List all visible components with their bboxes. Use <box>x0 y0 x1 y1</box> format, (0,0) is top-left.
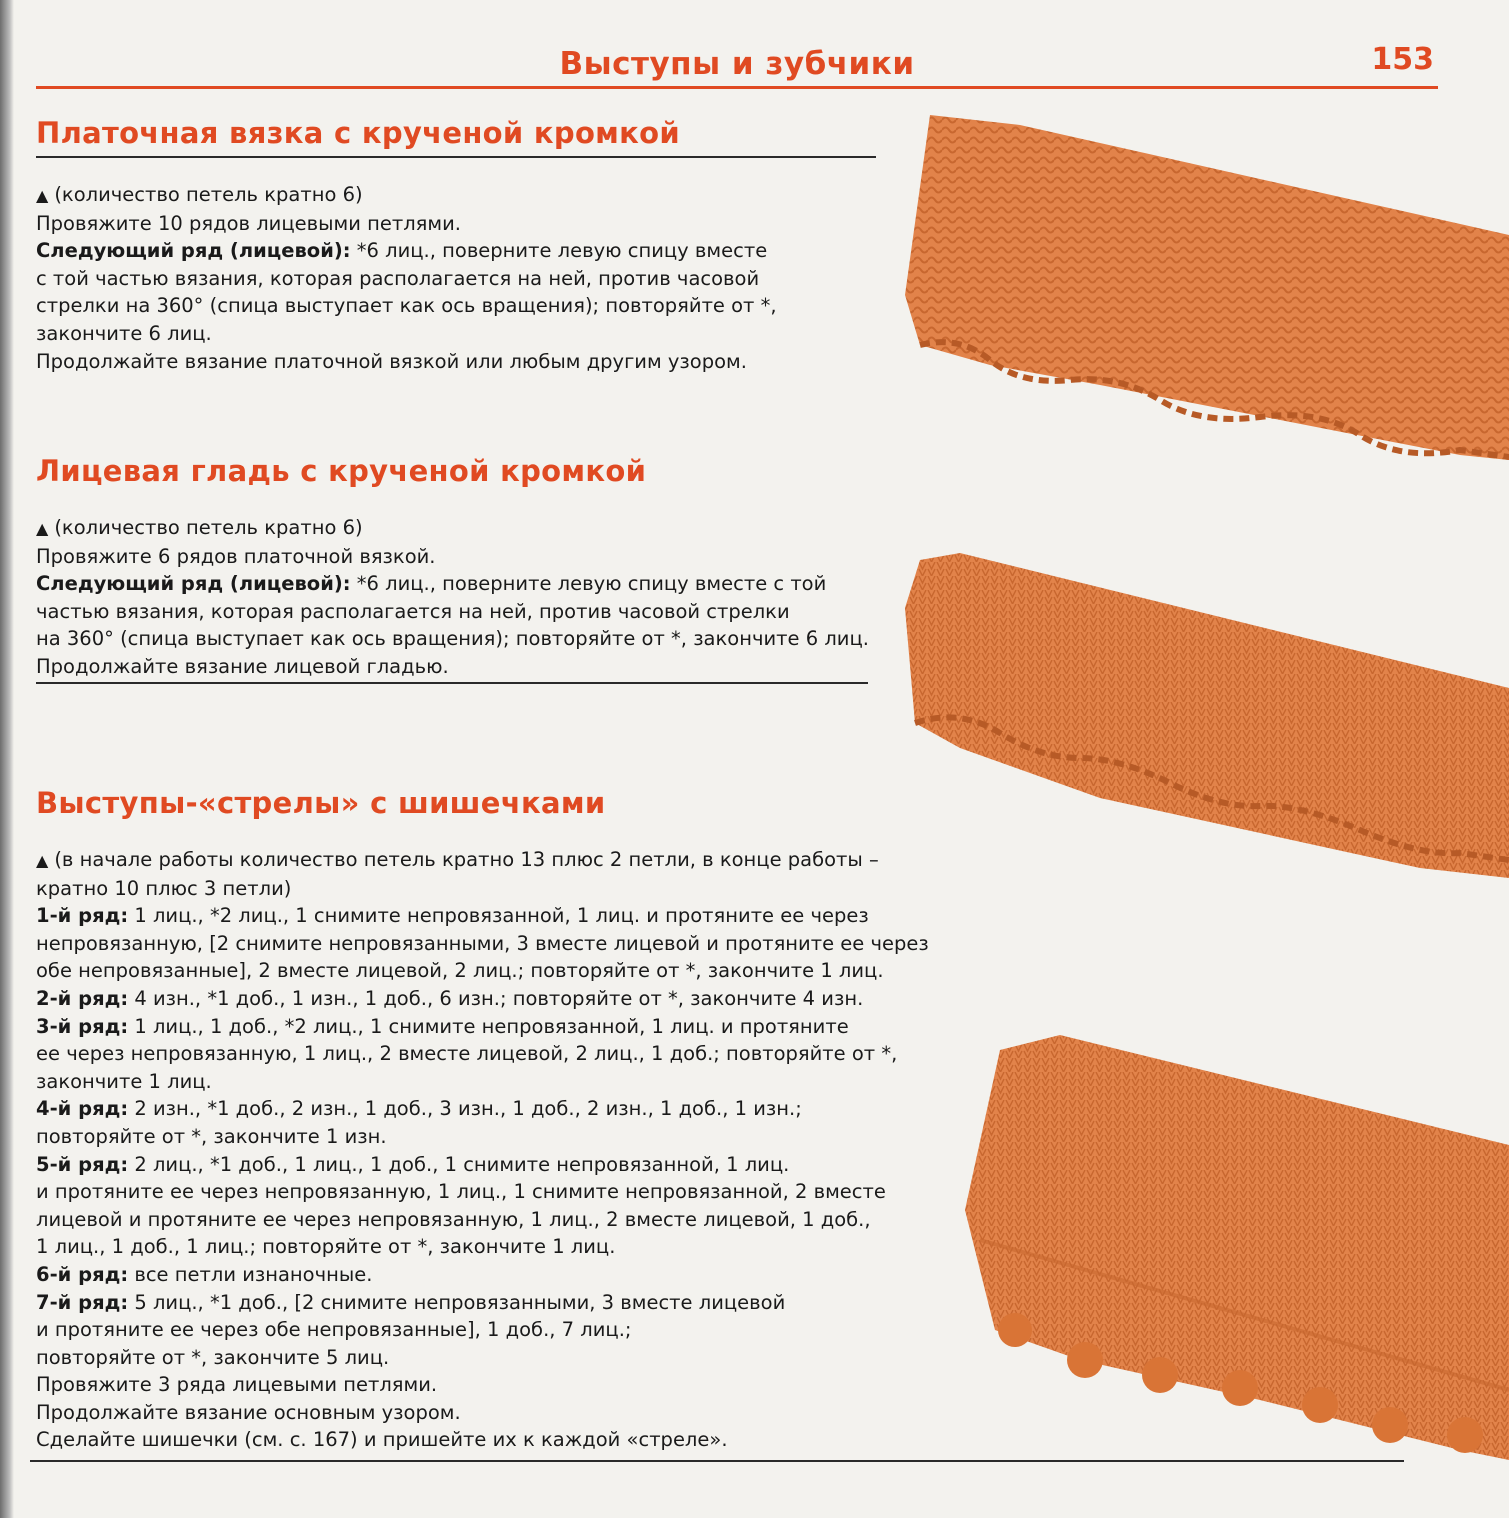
row-label: Следующий ряд (лицевой): <box>36 572 351 596</box>
section-1-top-rule <box>36 156 876 158</box>
instruction-text: Провяжите 6 рядов платочной вязкой. <box>36 544 436 568</box>
instruction-text: 1 лиц., 1 доб., *2 лиц., 1 снимите непровязанной, 1 лиц. и протяните <box>128 1014 849 1038</box>
instruction-line <box>36 598 869 626</box>
instruction-text: лицевой и протяните ее через непровязанную, 1 лиц., 2 вместе лицевой, 1 доб., <box>36 1207 871 1231</box>
instruction-text: с той частью вязания, которая располагается на ней, против часовой <box>36 266 760 290</box>
running-header <box>36 40 1438 89</box>
section-3-body <box>36 846 929 1454</box>
instruction-text: ее через непровязанную, 1 лиц., 2 вместе лицевой, 2 лиц., 1 доб.; повторяйте от *, <box>36 1042 898 1066</box>
instruction-line <box>36 1233 929 1261</box>
section-title: Лицевая гладь с крученой кромкой <box>36 454 647 488</box>
triangle-icon: ▲ <box>36 186 49 205</box>
instruction-line <box>36 348 777 376</box>
instruction-text: и протяните ее через обе непровязанные], 1 доб., 7 лиц.; <box>36 1318 632 1342</box>
instruction-line <box>36 265 777 293</box>
triangle-icon: ▲ <box>36 851 49 870</box>
row-label: 5-й ряд: <box>36 1152 129 1176</box>
instruction-text: 2 изн., *1 доб., 2 изн., 1 доб., 3 изн., 1 доб., 2 изн., 1 доб., 1 изн.; <box>128 1097 802 1121</box>
instruction-text: 5 лиц., *1 доб., [2 снимите непровязанными, 3 вместе лицевой <box>128 1290 786 1314</box>
instruction-line <box>36 985 929 1013</box>
instruction-line <box>36 902 929 930</box>
instruction-text: частью вязания, которая располагается на ней, против часовой стрелки <box>36 599 790 623</box>
instruction-line <box>36 957 929 985</box>
instruction-line <box>36 237 777 265</box>
stockinette-twisted-edge-swatch <box>900 548 1509 888</box>
section-title: Платочная вязка с крученой кромкой <box>36 116 680 150</box>
instruction-line <box>36 1068 929 1096</box>
instruction-text: (в начале работы количество петель кратно 13 плюс 2 петли, в конце работы – <box>54 848 879 871</box>
instruction-line <box>36 320 777 348</box>
instruction-text: Продолжайте вязание лицевой гладью. <box>36 654 449 678</box>
instruction-line <box>36 1261 929 1289</box>
section-2-heading <box>36 454 646 488</box>
page-number: 153 <box>1371 42 1434 77</box>
instruction-line <box>36 1095 929 1123</box>
instruction-line <box>36 1371 929 1399</box>
instruction-text: Продолжайте вязание платочной вязкой или любым другим узором. <box>36 349 747 373</box>
instruction-text: Сделайте шишечки (см. с. 167) и пришейте их к каждой «стреле». <box>36 1428 728 1452</box>
section-1-heading <box>36 116 680 150</box>
instruction-text: на 360° (спица выступает как ось вращения); повторяйте от *, закончите 6 лиц. <box>36 627 869 651</box>
instruction-line <box>36 930 929 958</box>
instruction-line <box>36 1344 929 1372</box>
instruction-line <box>36 543 869 571</box>
row-label: 2-й ряд: <box>36 986 129 1010</box>
arrows-bobbles-swatch <box>960 1030 1509 1490</box>
section-title: Выступы-«стрелы» с шишечками <box>36 786 606 820</box>
instruction-text: 1 лиц., *2 лиц., 1 снимите непровязанной, 1 лиц. и протяните ее через <box>128 904 869 928</box>
garter-twisted-edge-swatch <box>900 105 1509 465</box>
instruction-line <box>36 1013 929 1041</box>
instruction-text: стрелки на 360° (спица выступает как ось вращения); повторяйте от *, <box>36 294 777 318</box>
instruction-line <box>36 181 777 210</box>
instruction-text: кратно 10 плюс 3 петли) <box>36 876 292 900</box>
instruction-text: Продолжайте вязание основным узором. <box>36 1400 461 1424</box>
instruction-text: непровязанную, [2 снимите непровязанными, 3 вместе лицевой и протяните ее через <box>36 931 929 955</box>
instruction-text: повторяйте от *, закончите 1 изн. <box>36 1124 387 1148</box>
instruction-line <box>36 1151 929 1179</box>
row-label: 6-й ряд: <box>36 1262 129 1286</box>
instruction-text: повторяйте от *, закончите 5 лиц. <box>36 1345 390 1369</box>
instruction-line <box>36 875 929 903</box>
row-label: 4-й ряд: <box>36 1097 129 1121</box>
instruction-line <box>36 1123 929 1151</box>
instruction-line <box>36 653 869 681</box>
instruction-text: (количество петель кратно 6) <box>54 183 363 206</box>
chapter-title: Выступы и зубчики <box>559 46 915 82</box>
section-1-body <box>36 181 777 375</box>
instruction-line <box>36 1040 929 1068</box>
instruction-line <box>36 1426 929 1454</box>
triangle-icon: ▲ <box>36 519 49 538</box>
instruction-line <box>36 1399 929 1427</box>
instruction-text: Провяжите 10 рядов лицевыми петлями. <box>36 211 461 235</box>
instruction-line <box>36 1289 929 1317</box>
instruction-text: *6 лиц., поверните левую спицу вместе <box>350 239 768 263</box>
row-label: Следующий ряд (лицевой): <box>36 239 351 263</box>
instruction-text: (количество петель кратно 6) <box>54 516 363 539</box>
page-gutter-shadow <box>0 0 14 1518</box>
section-2-body <box>36 514 869 681</box>
section-2-bottom-rule <box>36 682 868 684</box>
instruction-text: закончите 6 лиц. <box>36 321 212 345</box>
row-label: 1-й ряд: <box>36 904 129 928</box>
instruction-text: 2 лиц., *1 доб., 1 лиц., 1 доб., 1 снимите непровязанной, 1 лиц. <box>128 1152 790 1176</box>
instruction-line <box>36 846 929 875</box>
instruction-line <box>36 625 869 653</box>
instruction-line <box>36 210 777 238</box>
instruction-line <box>36 1206 929 1234</box>
instruction-text: 4 изн., *1 доб., 1 изн., 1 доб., 6 изн.; повторяйте от *, закончите 4 изн. <box>128 986 864 1010</box>
instruction-text: 1 лиц., 1 доб., 1 лиц.; повторяйте от *, закончите 1 лиц. <box>36 1235 616 1259</box>
instruction-text: Провяжите 3 ряда лицевыми петлями. <box>36 1373 438 1397</box>
instruction-text: закончите 1 лиц. <box>36 1069 212 1093</box>
instruction-text: и протяните ее через непровязанную, 1 лиц., 1 снимите непровязанной, 2 вместе <box>36 1180 886 1204</box>
section-3-heading <box>36 786 605 820</box>
instruction-line <box>36 570 869 598</box>
row-label: 7-й ряд: <box>36 1290 129 1314</box>
row-label: 3-й ряд: <box>36 1014 129 1038</box>
instruction-line <box>36 292 777 320</box>
instruction-line <box>36 1316 929 1344</box>
instruction-line <box>36 1178 929 1206</box>
instruction-text: *6 лиц., поверните левую спицу вместе с той <box>350 572 827 596</box>
instruction-line <box>36 514 869 543</box>
instruction-text: обе непровязанные], 2 вместе лицевой, 2 лиц.; повторяйте от *, закончите 1 лиц. <box>36 959 884 983</box>
instruction-text: все петли изнаночные. <box>128 1262 373 1286</box>
